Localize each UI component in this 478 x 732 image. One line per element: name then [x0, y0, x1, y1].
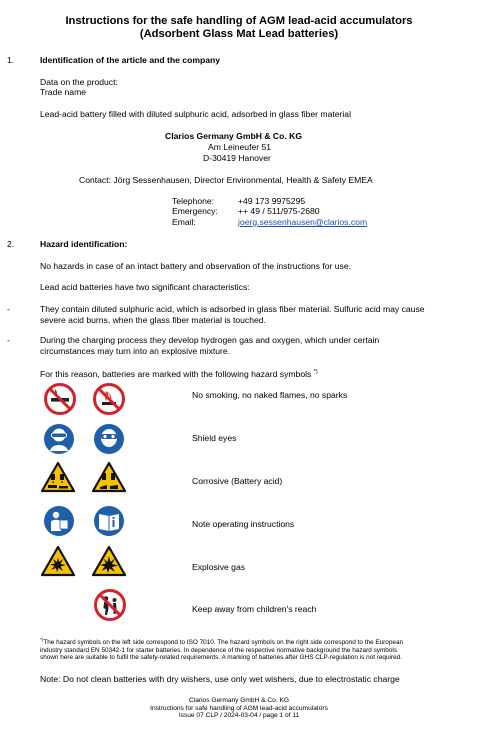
eye-protection-en-icon	[93, 423, 125, 455]
hazard-paragraph-1: No hazards in case of an intact battery and observation of the instructions for use.	[40, 261, 351, 271]
hazard-label-corrosive: Corrosive (Battery acid)	[192, 476, 283, 486]
hazard-paragraph-3-text: For this reason, batteries are marked with the following hazard symbols	[40, 368, 312, 379]
email-label: Email:	[172, 217, 196, 227]
section-1-heading: Identification of the article and the company	[40, 55, 221, 65]
company-name: Clarios Germany GmbH & Co. KG	[165, 131, 303, 141]
footnote-marker: *)	[313, 369, 318, 375]
hazard-label-no-smoking: No smoking, no naked flames, no sparks	[192, 390, 348, 400]
document-title: Instructions for the safe handling of AGM lead-acid accumulators	[65, 15, 413, 27]
section-2-heading: Hazard identification:	[40, 239, 128, 249]
explosive-en-icon	[91, 545, 127, 577]
company-street: Am Leineufer 51	[208, 142, 272, 152]
footnote-sup: *)	[40, 637, 44, 642]
trade-name-label: Trade name	[40, 87, 87, 97]
bullet-2-line-2: circumstances may turn into an explosive mixture.	[40, 346, 231, 356]
bullet-marker-2: -	[7, 335, 10, 345]
read-instructions-iso-icon	[43, 505, 75, 537]
hazard-label-explosive: Explosive gas	[192, 562, 246, 572]
footnote-line-2: industry standard EN 50342-1 for starter batteries. In dependence of the respective normative background the hazard symbols	[40, 646, 398, 654]
section-1-number: 1.	[7, 55, 15, 65]
read-instructions-en-icon	[93, 505, 125, 537]
hazard-paragraph-3	[40, 367, 318, 379]
hazard-paragraph-2: Lead acid batteries have two significant characteristics:	[40, 282, 250, 292]
bullet-1-line-2: severe acid burns, when the glass fiber material is touched.	[40, 315, 266, 325]
footer-page-info: Issue 07 CLP / 2024-03-04 / page 1 of 11	[178, 712, 300, 719]
no-smoking-iso-icon	[44, 383, 76, 415]
corrosive-iso-icon	[40, 461, 76, 493]
footer-document-title: Instructions for safe handling of AGM lead-acid accumulators	[150, 704, 328, 712]
corrosive-en-icon	[91, 461, 127, 493]
bullet-marker-1: -	[7, 304, 10, 314]
bullet-1-line-1: They contain diluted sulphuric acid, which is adsorbed in glass fiber material. Sulfuric acid may cause	[40, 304, 425, 314]
bullet-2-line-1: During the charging process they develop hydrogen gas and oxygen, which under certain	[40, 335, 380, 345]
email-link[interactable]: joerg.sessenhausen@clarios.com	[238, 217, 368, 227]
cleaning-note: Note: Do not clean batteries with dry wishers, use only wet wishers, due to electrostatic charge	[40, 674, 400, 684]
explosive-iso-icon	[40, 545, 76, 577]
product-data-label: Data on the product:	[40, 77, 118, 87]
keep-away-children-icon	[94, 589, 126, 621]
telephone-value: +49 173 9975295	[238, 196, 306, 206]
eye-protection-iso-icon	[43, 423, 75, 455]
footnote-line-3: shown here are suitable to fulfil the safety-related requirements. A marking of batteries after GHS CLP-regulation is not required.	[40, 653, 402, 661]
footnote-line-1-text: The hazard symbols on the left side correspond to ISO 7010. The hazard symbols on the right side correspond to the European	[43, 639, 404, 647]
hazard-label-shield-eyes: Shield eyes	[192, 433, 237, 443]
footnote-line-1	[40, 636, 470, 647]
emergency-value: ++ 49 / 511/975-2680	[238, 206, 320, 216]
document-subtitle: (Adsorbent Glass Mat Lead batteries)	[139, 28, 339, 40]
company-city: D-30419 Hanover	[203, 153, 271, 163]
hazard-label-instructions: Note operating instructions	[192, 519, 295, 529]
footer-company: Clarios Germany GmbH & Co. KG	[188, 697, 290, 704]
product-description: Lead-acid battery filled with diluted sulphuric acid, adsorbed in glass fiber material	[40, 109, 351, 119]
hazard-label-children: Keep away from children's reach	[192, 604, 317, 614]
contact-person: Contact: Jörg Sessenhausen, Director Environmental, Health & Safety EMEA	[79, 175, 373, 185]
section-2-number: 2.	[7, 239, 15, 249]
no-smoking-en-icon	[93, 383, 125, 415]
emergency-label: Emergency:	[172, 206, 218, 216]
telephone-label: Telephone:	[172, 196, 215, 206]
footnote	[40, 636, 470, 661]
